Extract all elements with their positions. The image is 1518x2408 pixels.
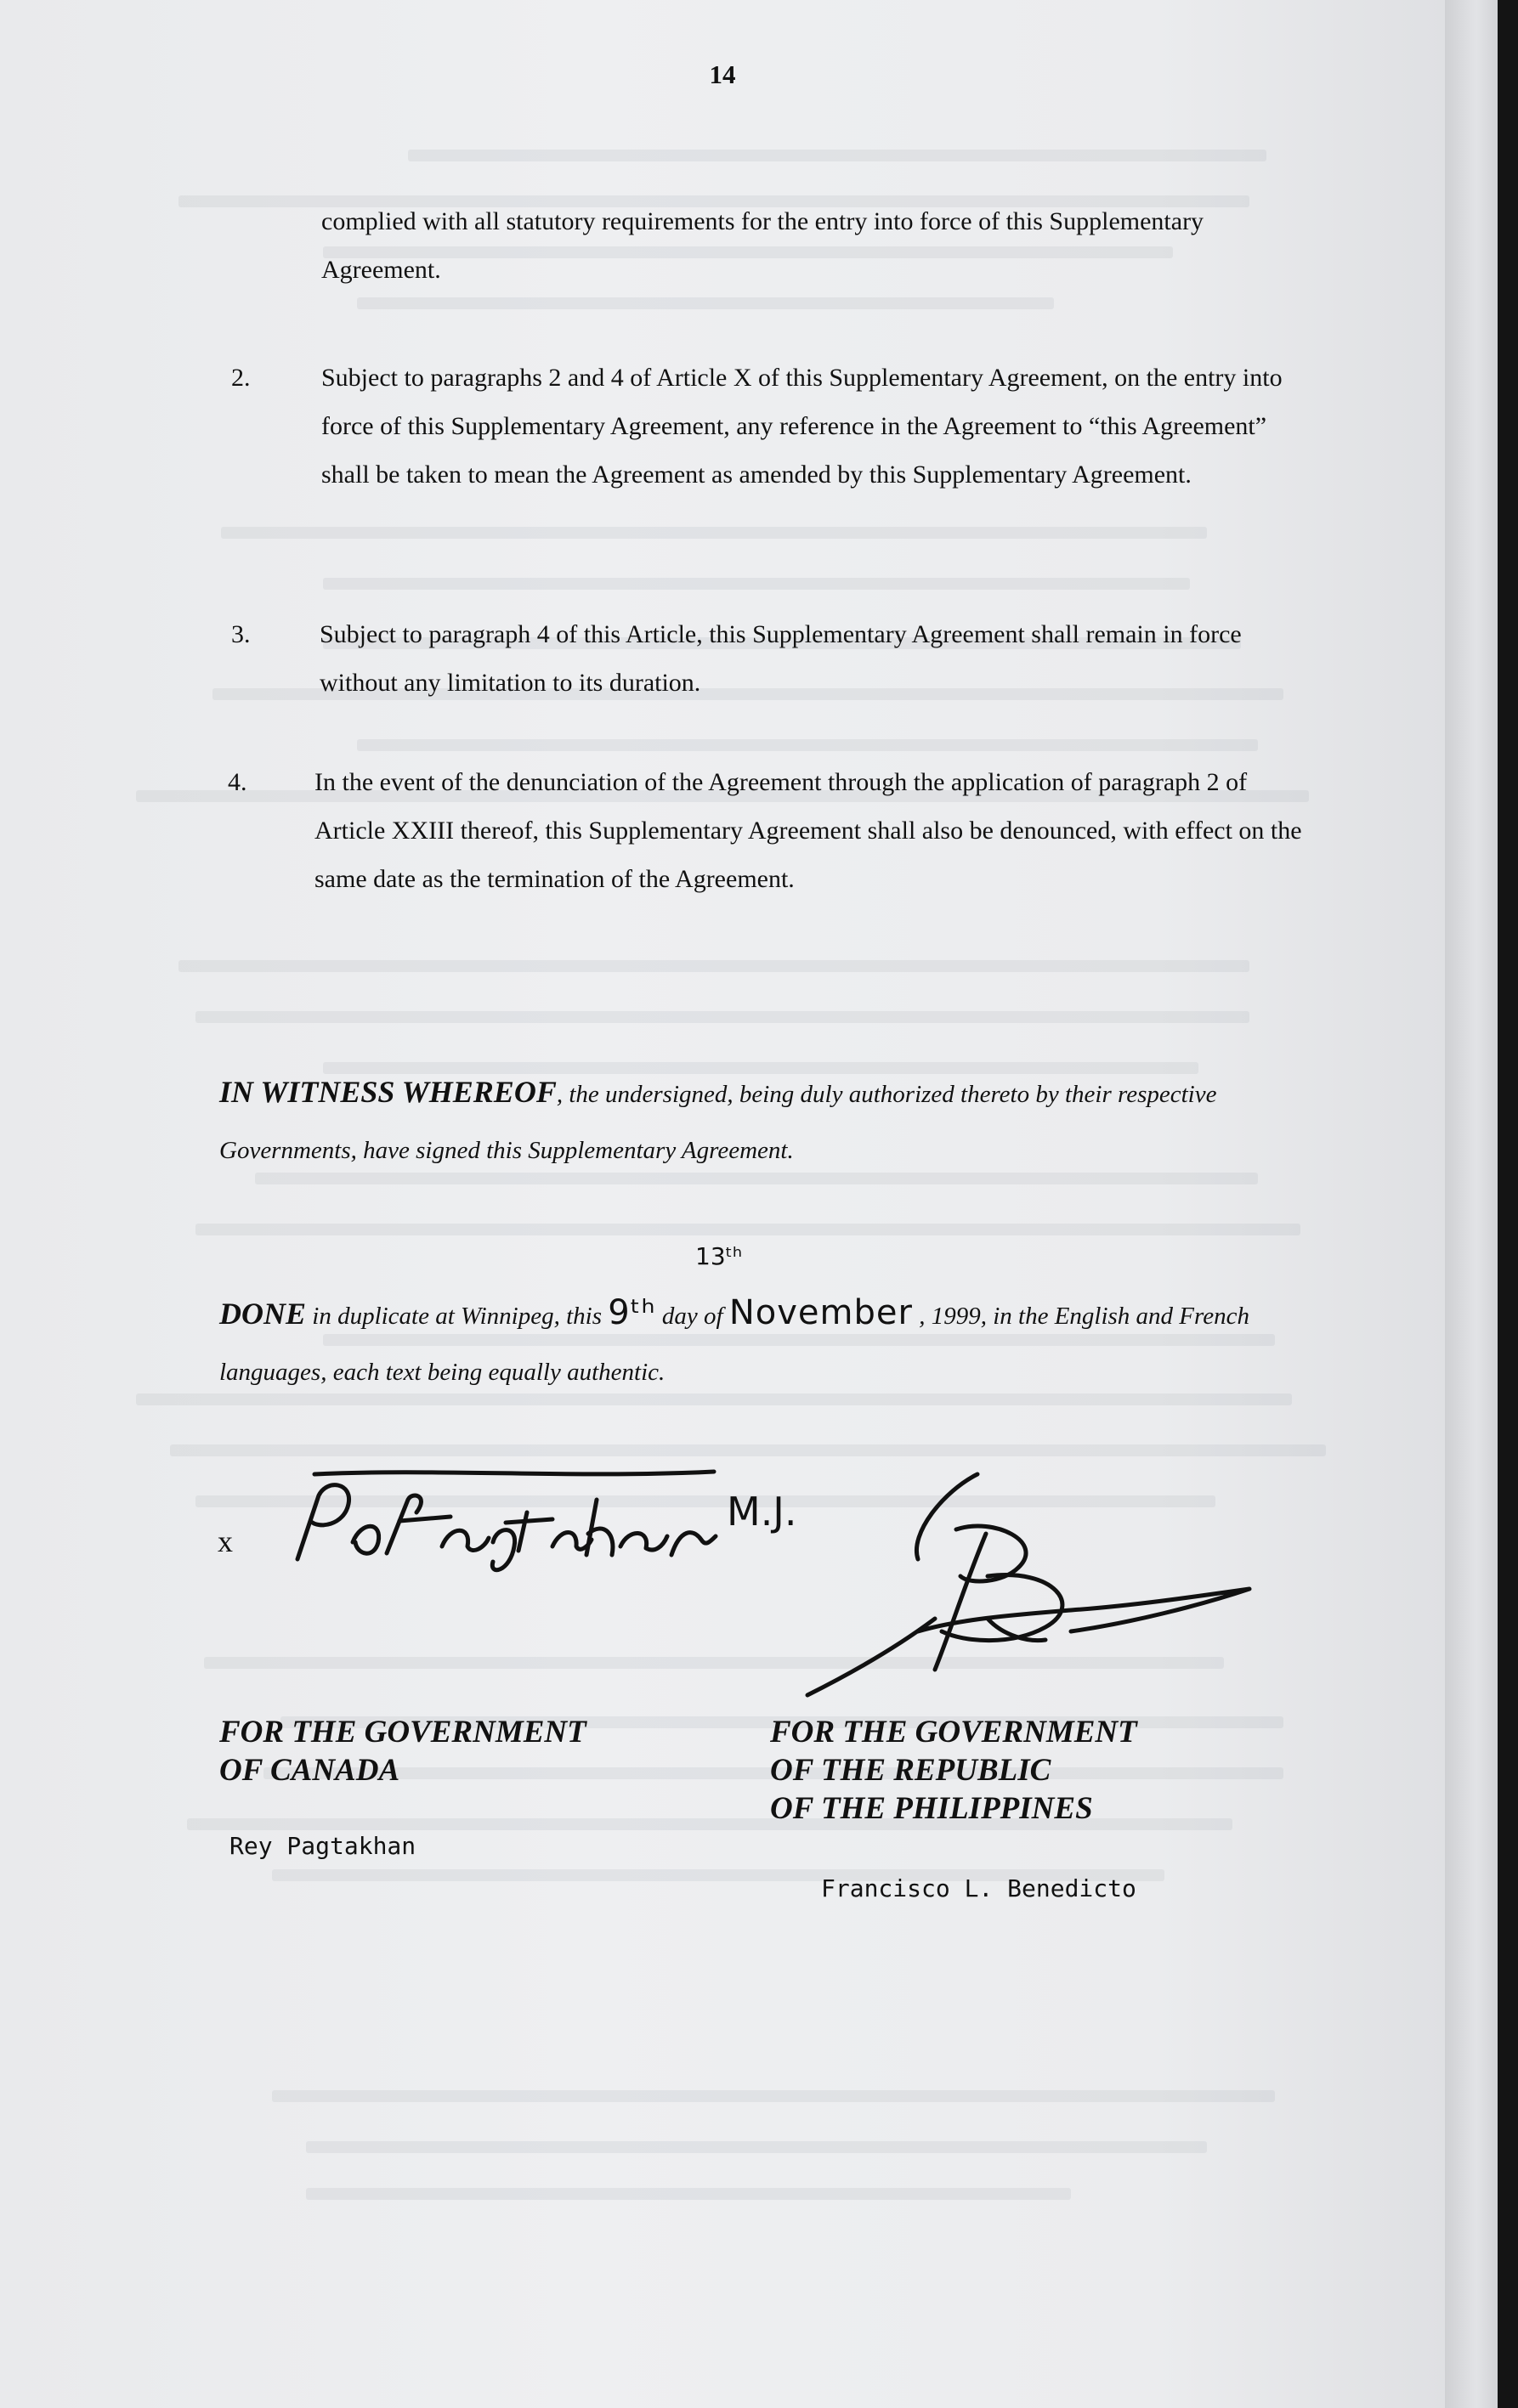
paragraph-4-number: 4. — [228, 768, 247, 796]
canada-title-line-1: FOR THE GOVERNMENT — [219, 1715, 586, 1749]
page-edge — [1445, 0, 1498, 2408]
paragraph-4-text: In the event of the denunciation of the Agreement through the application of paragraph 2 of Article XXIII thereof, this Supplementary Agreement shall also be denounced, with effect on the same date as the termination of the Agreement. — [314, 768, 1302, 893]
witness-clause — [219, 1064, 1316, 1179]
done-text-2: day of — [655, 1303, 729, 1330]
witness-text: , the undersigned, being duly authorized thereto by their respective Governments, have signed this Supplementary Agreement. — [219, 1081, 1217, 1164]
page-number: 14 — [709, 59, 736, 89]
canada-government-title — [219, 1713, 586, 1789]
done-clause — [219, 1285, 1316, 1400]
paragraph-2-number: 2. — [231, 364, 251, 392]
philippines-signature — [790, 1457, 1292, 1704]
paragraph-1-continued: complied with all statutory requirements for the entry into force of this Supplementary Agreement. — [321, 207, 1204, 284]
philippines-title-line-3: OF THE PHILIPPINES — [770, 1791, 1093, 1826]
handwritten-date-correction: 13ᵗʰ — [695, 1242, 743, 1270]
philippines-title-line-2: OF THE REPUBLIC — [770, 1753, 1051, 1788]
canada-signatory-name: Rey Pagtakhan — [229, 1832, 416, 1860]
signature-mark: x — [218, 1524, 233, 1558]
canada-title-line-2: OF CANADA — [219, 1753, 400, 1788]
scan-border — [1498, 0, 1518, 2408]
philippines-signatory-name: Francisco L. Benedicto — [821, 1874, 1136, 1902]
done-text-1: in duplicate at Winnipeg, this — [306, 1303, 609, 1330]
paragraph-3-text: Subject to paragraph 4 of this Article, this Supplementary Agreement shall remain in force without any limitation to its duration. — [320, 620, 1242, 697]
done-lead: DONE — [219, 1297, 307, 1331]
handwritten-month: November — [728, 1293, 913, 1332]
witness-lead: IN WITNESS WHEREOF — [219, 1075, 557, 1109]
paragraph-2-text: Subject to paragraphs 2 and 4 of Article X of this Supplementary Agreement, on the entry into force of this Supplementary Agreement, any reference in the Agreement to “this Agreement” shall be taken to mean the Agreement as amended by this Supplementary Agreement. — [321, 364, 1283, 489]
canada-initials: M.J. — [727, 1489, 797, 1535]
done-text-3: , 1999, in the English and French languages, each text being equally authentic. — [219, 1303, 1249, 1386]
philippines-government-title — [770, 1713, 1137, 1828]
handwritten-day: 9ᵗʰ — [608, 1293, 656, 1332]
philippines-title-line-1: FOR THE GOVERNMENT — [770, 1715, 1137, 1749]
paragraph-3-number: 3. — [231, 620, 251, 648]
